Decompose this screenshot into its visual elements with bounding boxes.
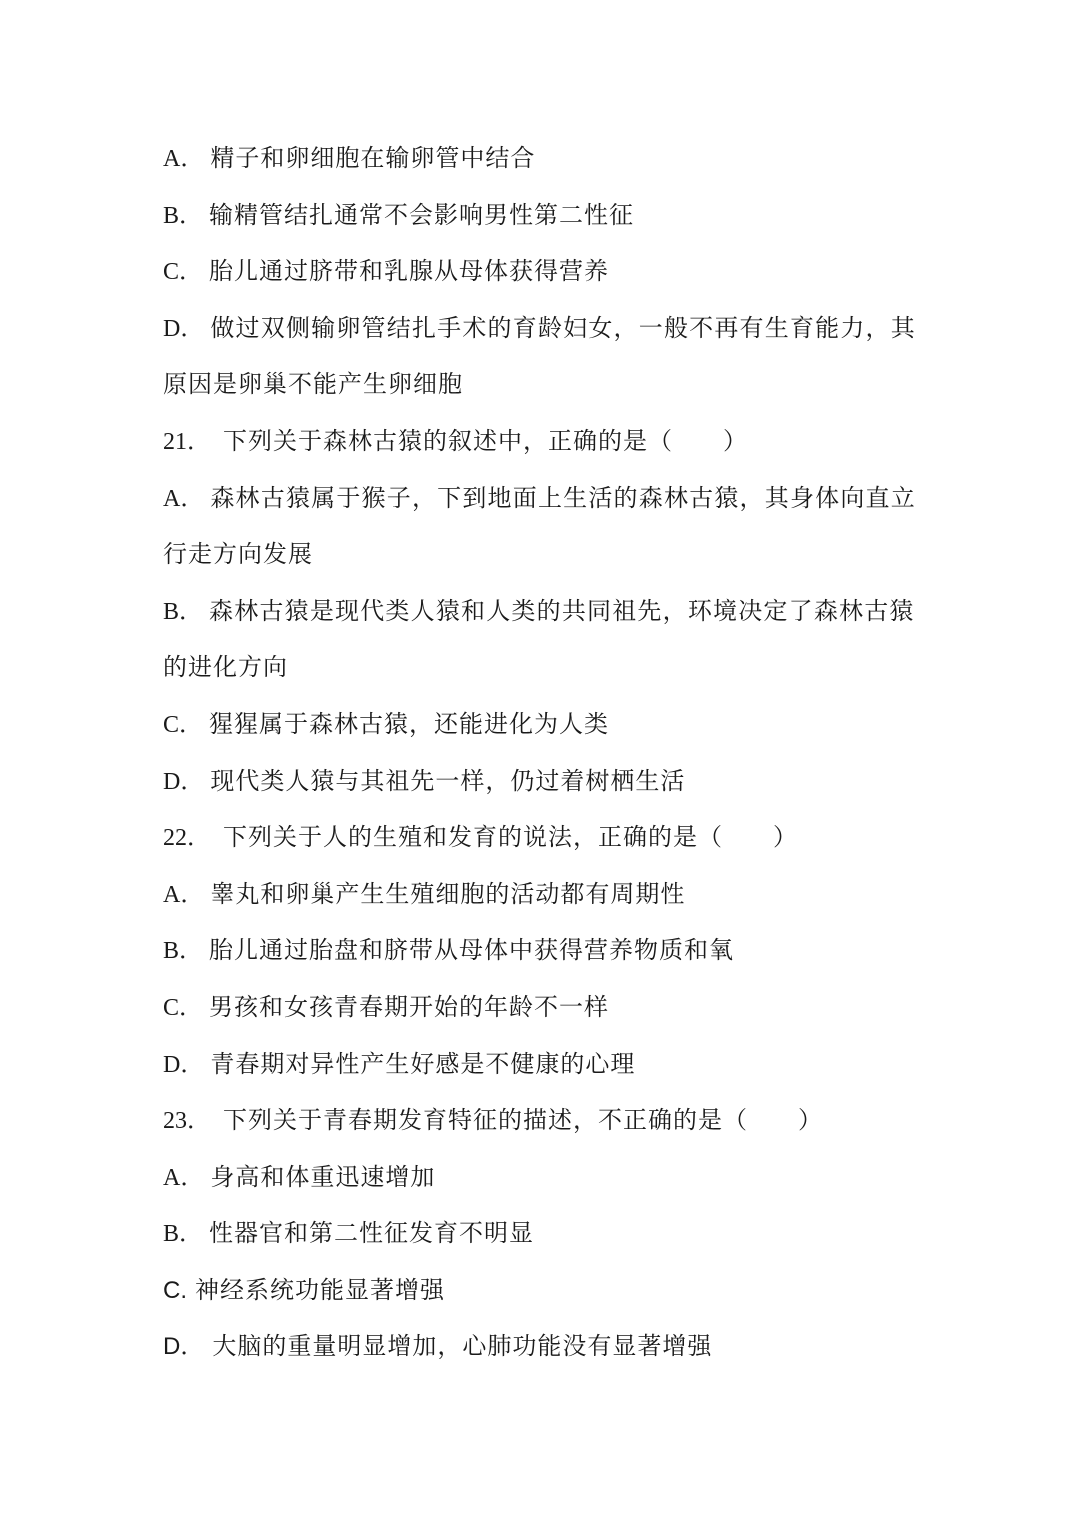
option-mark: D．	[163, 1051, 205, 1078]
q20-option-b	[163, 187, 933, 244]
option-text: 胎儿通过胎盘和脐带从母体中获得营养物质和氧	[209, 936, 735, 965]
option-text: 现代类人猿与其祖先一样，仍过着树栖生活	[210, 766, 686, 795]
question-stem: 下列关于森林古猿的叙述中，正确的是（ ）	[223, 426, 748, 455]
option-mark: A．	[163, 881, 205, 908]
question-number: 22．	[163, 825, 211, 852]
option-mark: C．	[163, 994, 204, 1021]
q21-option-a-continued	[163, 526, 933, 583]
option-text: 森林古猿是现代类人猿和人类的共同祖先，环境决定了森林古猿	[209, 596, 915, 625]
q23-option-d	[163, 1318, 933, 1375]
option-text: 青春期对异性产生好感是不健康的心理	[210, 1049, 636, 1078]
q22-option-d	[163, 1036, 933, 1093]
option-mark: A．	[163, 1164, 205, 1191]
q22-option-c	[163, 979, 933, 1036]
q21-option-d	[163, 753, 933, 810]
question-22	[163, 809, 933, 866]
q23-option-b	[163, 1205, 933, 1262]
option-mark: D．	[163, 768, 205, 795]
q22-option-b	[163, 922, 933, 979]
option-text: 做过双侧输卵管结扎手术的育龄妇女，一般不再有生育能力，其	[210, 313, 916, 342]
option-text: 行走方向发展	[163, 540, 313, 569]
option-text: 胎儿通过脐带和乳腺从母体获得营养	[209, 257, 610, 286]
option-text: 猩猩属于森林古猿，还能进化为人类	[209, 709, 610, 738]
option-mark: A．	[163, 146, 205, 172]
option-mark: D．	[163, 315, 205, 342]
question-number: 23．	[163, 1108, 211, 1135]
option-text: 原因是卵巢不能产生卵细胞	[163, 370, 463, 399]
q21-option-a	[163, 470, 933, 527]
option-mark: C.	[163, 1276, 187, 1304]
option-text: 大脑的重量明显增加，心肺功能没有显著增强	[212, 1332, 713, 1361]
q22-option-a	[163, 866, 933, 923]
option-text: 性器官和第二性征发育不明显	[209, 1219, 535, 1248]
option-mark: B．	[163, 938, 204, 965]
q21-option-b	[163, 583, 933, 640]
q20-option-a	[163, 130, 933, 187]
question-21	[163, 413, 933, 470]
option-mark: C．	[163, 711, 204, 738]
q21-option-b-continued	[163, 639, 933, 696]
q20-option-d	[163, 300, 933, 357]
option-text: 身高和体重迅速增加	[210, 1162, 436, 1191]
option-text: 睾丸和卵巢产生生殖细胞的活动都有周期性	[210, 879, 686, 908]
question-stem: 下列关于青春期发育特征的描述，不正确的是（ ）	[223, 1106, 823, 1135]
question-number: 21．	[163, 428, 211, 455]
question-23	[163, 1092, 933, 1149]
option-text: 神经系统功能显著增强	[195, 1275, 445, 1304]
exam-page	[163, 130, 933, 1375]
option-text: 森林古猿属于猴子，下到地面上生活的森林古猿，其身体向直立	[210, 483, 916, 512]
option-mark: B．	[163, 202, 204, 229]
option-mark: D．	[163, 1333, 205, 1361]
option-mark: C．	[163, 259, 204, 286]
q23-option-a	[163, 1149, 933, 1206]
option-text: 男孩和女孩青春期开始的年龄不一样	[209, 992, 610, 1021]
option-mark: B．	[163, 598, 204, 625]
option-text: 输精管结扎通常不会影响男性第二性征	[209, 200, 635, 229]
option-mark: A．	[163, 485, 205, 512]
option-text: 精子和卵细胞在输卵管中结合	[210, 144, 536, 172]
question-stem: 下列关于人的生殖和发育的说法，正确的是（ ）	[223, 823, 798, 852]
option-mark: B．	[163, 1221, 204, 1248]
q20-option-d-continued	[163, 356, 933, 413]
q23-option-c	[163, 1262, 933, 1319]
option-text: 的进化方向	[163, 653, 288, 682]
q20-option-c	[163, 243, 933, 300]
q21-option-c	[163, 696, 933, 753]
